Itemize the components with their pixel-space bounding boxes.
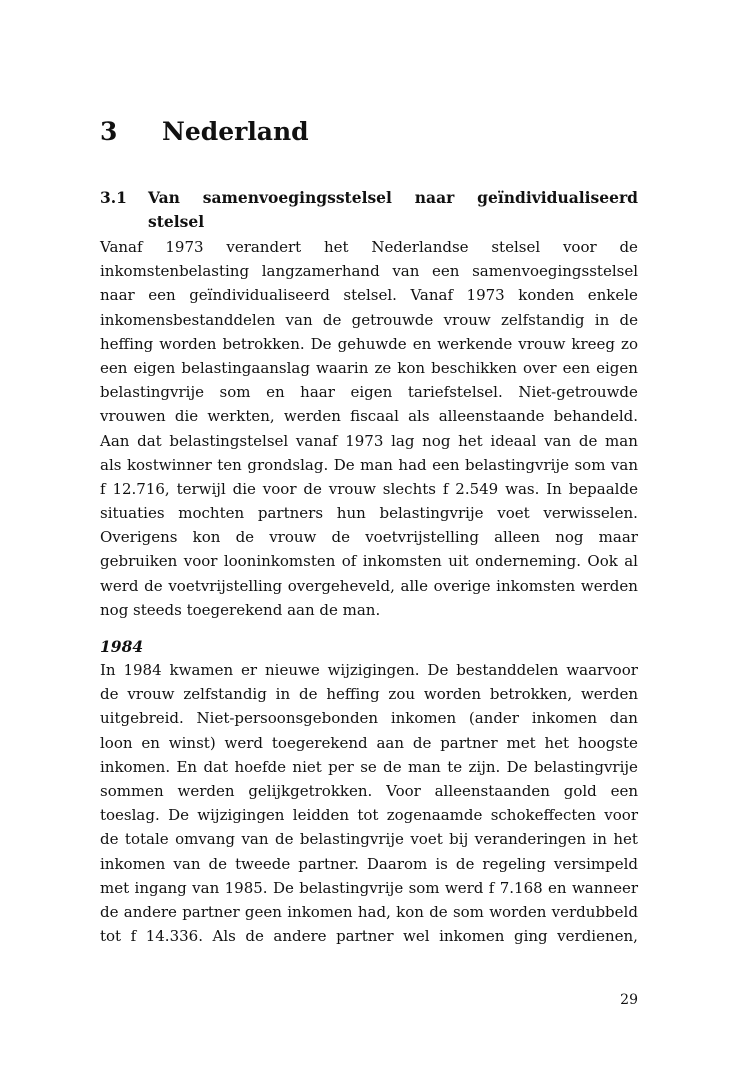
text-line: belastingvrije som en haar eigen tariefstelsel. Niet-getrouwde [100, 383, 638, 402]
subheading-1984: 1984 [100, 637, 144, 656]
text-line: f 12.716, terwijl die voor de vrouw slechts f 2.549 was. In bepaalde [100, 479, 638, 498]
text-line: naar een geïndividualiseerd stelsel. Vanaf 1973 konden enkele [100, 286, 638, 305]
text-line: inkomen van de tweede partner. Daarom is de regeling versimpeld [100, 854, 638, 873]
text-line: situaties mochten partners hun belastingvrije voet verwisselen. [100, 504, 638, 523]
text-line: als kostwinner ten grondslag. De man had een belastingvrije som van [100, 455, 638, 474]
text-line: Aan dat belastingstelsel vanaf 1973 lag nog het ideaal van de man [100, 431, 638, 450]
text-line: een eigen belastingaanslag waarin ze kon beschikken over een eigen [100, 358, 638, 377]
text-line: In 1984 kwamen er nieuwe wijzigingen. De bestanddelen waarvoor [100, 661, 638, 679]
text-line: uitgebreid. Niet-persoonsgebonden inkomen (ander inkomen dan [100, 709, 638, 728]
section-heading [100, 186, 638, 234]
chapter-number: 3 [100, 117, 118, 146]
text-line: nog steeds toegerekend aan de man. [100, 600, 381, 619]
text-line: de vrouw zelfstandig in de heffing zou worden betrokken, werden [100, 685, 638, 704]
text-line: inkomensbestanddelen van de getrouwde vrouw zelfstandig in de [100, 310, 638, 329]
text-line: heffing worden betrokken. De gehuwde en werkende vrouw kreeg zo [100, 334, 638, 353]
text-line: Overigens kon de vrouw de voetvrijstelling alleen nog maar [100, 528, 638, 547]
text-line: inkomstenbelasting langzamerhand van een samenvoegingsstelsel [100, 262, 638, 281]
text-line: de totale omvang van de belastingvrije voet bij veranderingen in het [100, 830, 638, 849]
text-line: inkomen. En dat hoefde niet per se de man te zijn. De belastingvrije [100, 757, 638, 776]
text-line: met ingang van 1985. De belastingvrije som werd f 7.168 en wanneer [100, 878, 638, 897]
section-title-line-1 [148, 186, 638, 210]
text-line: werd de voetvrijstelling overgeheveld, alle overige inkomsten werden [100, 576, 638, 595]
text-line: tot f 14.336. Als de andere partner wel inkomen ging verdienen, [100, 927, 638, 946]
chapter-heading [100, 112, 309, 152]
text-line: vrouwen die werkten, werden fiscaal als alleenstaande behandeld. [100, 407, 638, 426]
chapter-title: Nederland [162, 117, 309, 146]
text-line: toeslag. De wijzigingen leidden tot zogenaamde schokeffecten voor [100, 806, 638, 825]
section-title-word: naar [414, 188, 455, 207]
text-line: gebruiken voor looninkomsten of inkomsten uit onderneming. Ook al [100, 552, 638, 571]
text-line: de andere partner geen inkomen had, kon de som worden verdubbeld [100, 902, 638, 921]
section-title [148, 186, 638, 234]
section-title-line-2: stelsel [148, 212, 205, 231]
text-line: sommen werden gelijkgetrokken. Voor alleenstaanden gold een [100, 781, 638, 800]
text-line: Vanaf 1973 verandert het Nederlandse stelsel voor de [100, 238, 638, 256]
paragraph-1 [100, 235, 638, 622]
paragraph-2 [100, 658, 638, 948]
section-number: 3.1 [100, 188, 127, 207]
text-line: loon en winst) werd toegerekend aan de partner met het hoogste [100, 733, 638, 752]
section-title-word: samenvoegingsstelsel [202, 188, 392, 207]
section-title-word: geïndividualiseerd [477, 188, 638, 207]
page-number: 29 [620, 992, 638, 1008]
section-title-word: Van [148, 188, 180, 207]
